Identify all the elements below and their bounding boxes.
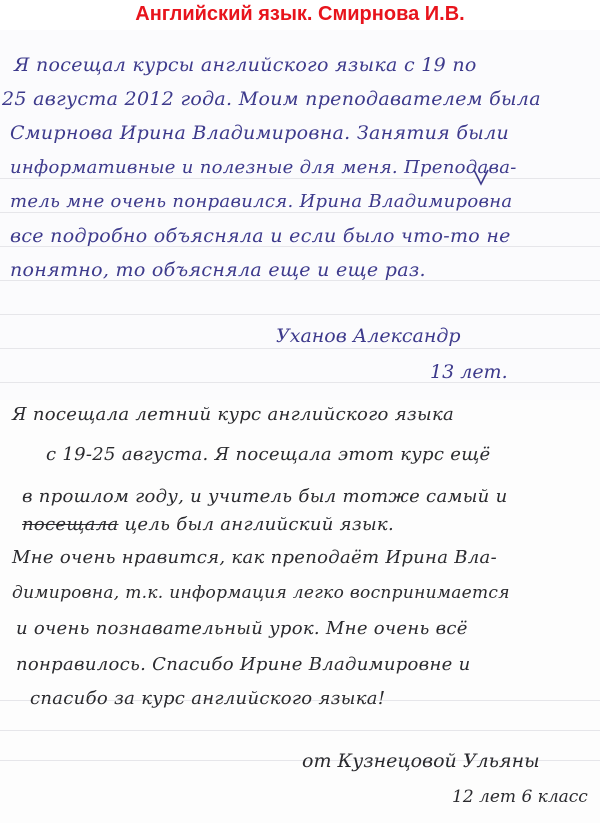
note1-line: Я посещал курсы английского языка с 19 по: [14, 54, 477, 76]
testimonial-note-1: [0, 30, 600, 400]
note2-line-text: цель был английский язык.: [124, 514, 395, 535]
note2-line: спасибо за курс английского языка!: [30, 688, 386, 709]
note2-line: в прошлом году, и учитель был тотже самый и: [22, 486, 508, 507]
note2-line: понравилось. Спасибо Ирине Владимировне и: [16, 654, 471, 675]
note1-line: тель мне очень понравился. Ирина Владимировна: [10, 191, 513, 212]
note1-line: Смирнова Ирина Владимировна. Занятия были: [10, 122, 509, 144]
note2-signature: от Кузнецовой Ульяны: [302, 750, 540, 772]
note2-line: и очень познавательный урок. Мне очень всё: [16, 618, 468, 639]
testimonial-note-2: [0, 400, 600, 823]
ruled-line: [0, 348, 600, 349]
note2-line: Я посещала летний курс английского языка: [12, 404, 455, 425]
note1-signature: Уханов Александр: [276, 325, 461, 347]
note2-age: 12 лет 6 класс: [452, 787, 588, 807]
note1-line: 25 августа 2012 года. Моим преподавателем была: [2, 88, 541, 110]
note1-age: 13 лет.: [430, 361, 508, 383]
note1-line: понятно, то объясняла еще и еще раз.: [10, 259, 426, 281]
note1-line: все подробно объясняла и если было что-то не: [10, 225, 511, 247]
page-title: Английский язык. Смирнова И.В.: [135, 3, 465, 25]
ruled-line: [0, 382, 600, 383]
ruled-line: [0, 730, 600, 731]
note2-line: с 19-25 августа. Я посещала этот курс ещё: [46, 444, 491, 465]
note2-line: Мне очень нравится, как преподаёт Ирина Вла-: [12, 547, 497, 568]
insertion-mark-icon: [470, 166, 492, 188]
crossed-out-word: посещала: [22, 514, 119, 535]
note2-line: [22, 510, 600, 540]
note1-line: информативные и полезные для меня. Преподава-: [10, 157, 517, 178]
ruled-line: [0, 314, 600, 315]
note2-line: димировна, т.к. информация легко воспринимается: [12, 583, 510, 603]
